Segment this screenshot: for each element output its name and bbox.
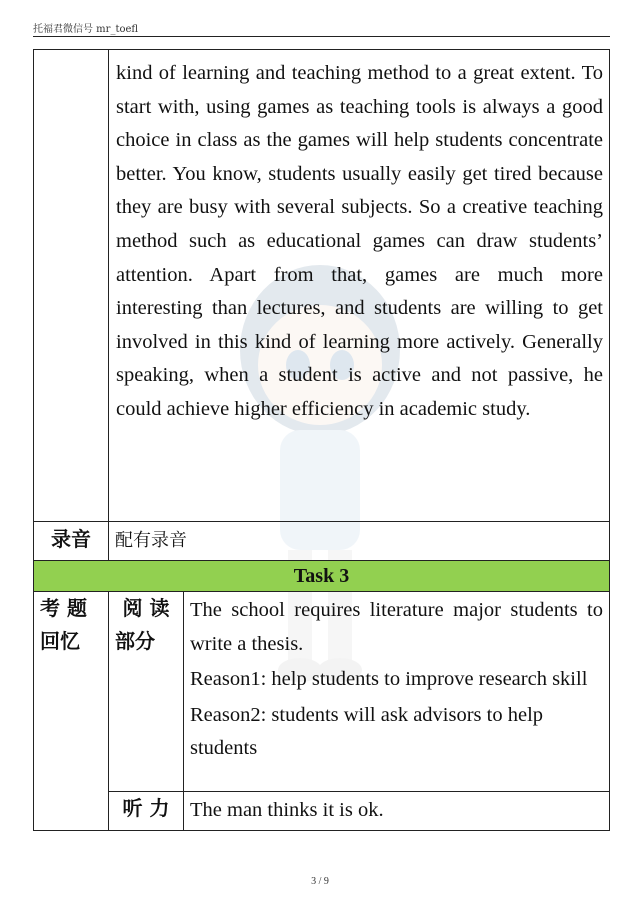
- recall-label-cell: [34, 592, 109, 831]
- answer-cell: [109, 50, 610, 522]
- reading-row: [34, 592, 610, 792]
- recording-label-cell: [34, 522, 109, 561]
- recording-label: 录音: [51, 527, 91, 551]
- listening-content-cell: [184, 792, 610, 831]
- reading-label-line-2: 部分: [115, 629, 155, 653]
- listening-label: 听 力: [122, 796, 170, 820]
- reading-content-cell: [184, 592, 610, 792]
- recording-value-cell: [109, 522, 610, 561]
- reading-line-3: Reason2: students will ask advisors to help students: [190, 703, 544, 760]
- task-title-row: [34, 561, 610, 592]
- listening-label-cell: [109, 792, 184, 831]
- task-title: Task 3: [34, 561, 610, 592]
- reading-label-cell: [109, 592, 184, 792]
- reading-line-1: The school requires literature major students to write a thesis.: [190, 599, 603, 655]
- header-rule: [33, 36, 610, 37]
- reading-label-line-1: 阅 读: [122, 596, 170, 620]
- answer-paragraph: kind of learning and teaching method to a great extent. To start with, using games as teaching tools is always a good choice in class as the games will help students concentrate better. You know, students usually easily get tired because they are busy with several subjects. So a creative teaching method such as educational games can draw students’ attention. Apart from that, games are much more interesting than lectures, and students are willing to get involved in this kind of learning more actively. Generally speaking, when a student is active and not passive, he could achieve higher efficiency in academic study.: [116, 62, 603, 420]
- page-number: 3 / 9: [311, 876, 329, 887]
- recording-value: 配有录音: [115, 530, 187, 551]
- listening-text: The man thinks it is ok.: [190, 799, 384, 821]
- answer-row: [34, 50, 610, 522]
- recall-label-line-2: 回忆: [40, 629, 80, 653]
- listening-row: [34, 792, 610, 831]
- notes-table: [33, 49, 610, 831]
- recording-row: [34, 522, 610, 561]
- recall-label-line-1: 考 题: [40, 596, 87, 620]
- answer-row-blank-cell: [34, 50, 109, 522]
- reading-line-2: Reason1: help students to improve research skill: [190, 668, 588, 691]
- page-header: 托福君微信号 mr_toefl: [33, 24, 139, 35]
